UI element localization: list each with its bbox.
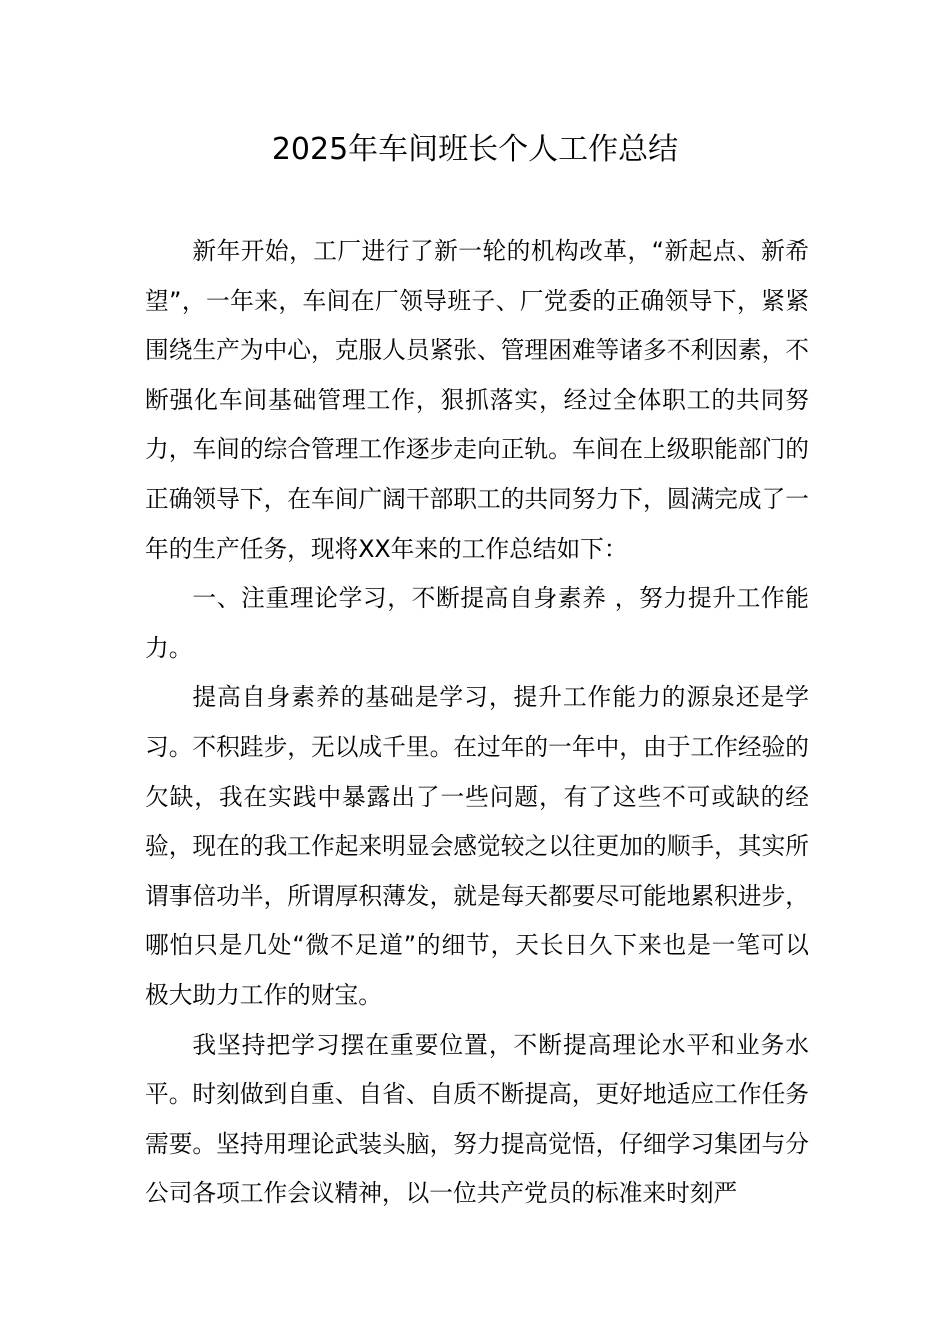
- paragraph-theory: 我坚持把学习摆在重要位置，不断提高理论水平和业务水平。时刻做到自重、自省、自质不断提高，更好地适应工作任务需要。坚持用理论武装头脑，努力提高觉悟，仔细学习集团与分公司各项工作会议精神，以一位共产党员的标准来时刻严: [145, 1030, 809, 1208]
- document-body: [145, 227, 809, 1219]
- paragraph-learning: 提高自身素养的基础是学习，提升工作能力的源泉还是学习。不积跬步，无以成千里。在过年的一年中，由于工作经验的欠缺，我在实践中暴露出了一些问题，有了这些不可或缺的经验，现在的我工作起来明显会感觉较之以往更加的顺手，其实所谓事倍功半，所谓厚积薄发，就是每天都要尽可能地累积进步，哪怕只是几处“微不足道”的细节，天长日久下来也是一笔可以极大助力工作的财宝。: [145, 683, 809, 1009]
- paragraph-section-heading-1: 一、注重理论学习，不断提高自身素养 ，努力提升工作能力。: [145, 584, 809, 662]
- document-title: 2025年车间班长个人工作总结: [271, 132, 679, 167]
- paragraph-intro: 新年开始，工厂进行了新一轮的机构改革，“新起点、新希望”，一年来，车间在厂领导班子、厂党委的正确领导下，紧紧围绕生产为中心，克服人员紧张、管理困难等诸多不利因素，不断强化车间基础管理工作，狠抓落实，经过全体职工的共同努力，车间的综合管理工作逐步走向正轨。车间在上级职能部门的正确领导下，在车间广阔干部职工的共同努力下，圆满完成了一年的生产任务，现将XX年来的工作总结如下：: [145, 237, 809, 563]
